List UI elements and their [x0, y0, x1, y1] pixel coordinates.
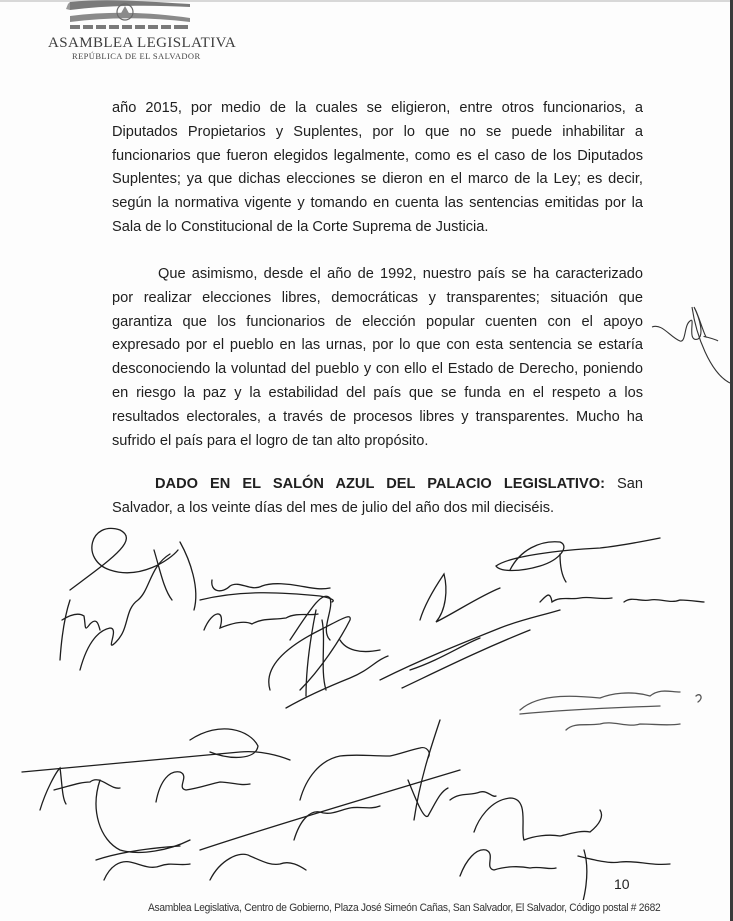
signature-santiago-flores — [60, 528, 196, 670]
signature-block — [0, 520, 733, 900]
logo-title: ASAMBLEA LEGISLATIVA — [48, 35, 237, 51]
signature-francisco-merino — [96, 780, 306, 880]
signature-guillermo-gallegos — [380, 574, 560, 688]
margin-initials-signature — [640, 285, 730, 385]
footer-address: Asamblea Legislativa, Centro de Gobierno, Plaza José Simeón Cañas, San Salvador, El Salvador, Código postal # 2682 — [148, 902, 661, 914]
closing-place-date: San Salvador, a los veinte días del mes de julio del año dos mil dieciséis. — [112, 476, 643, 516]
paragraph-since-1992: Que asimismo, desde el año de 1992, nuestro país se ha caracterizado por realizar elecciones libres, democráticas y transparentes; situación que garantiza que los funcionarios de elección popular cuenten con el apoyo expresado por el pueblo en las urnas, por lo que con esta sentencia se estaría desconociendo la voluntad del pueblo y con ello el Estado de Derecho, poniendo en riesgo la paz y la estabilidad del país que se funda en el respeto a los resultados electorales, a través de procesos libres y transparentes. Mucho ha sufrido el país para el logro de tan alto propósito. — [112, 266, 643, 449]
closing-bold: DADO EN EL SALÓN AZUL DEL PALACIO LEGISLATIVO: — [155, 476, 605, 492]
signature-almendariz — [269, 610, 388, 708]
signature-rodolfo-parker — [460, 798, 670, 900]
assembly-emblem-icon — [40, 0, 200, 36]
assembly-logo — [40, 0, 237, 64]
signature-norman-quijano — [520, 691, 701, 730]
closing-statement — [112, 473, 643, 521]
signature-gaetano — [200, 580, 333, 640]
logo-subtitle: REPÚBLICA DE EL SALVADOR — [72, 51, 201, 61]
signature-alberto-romero — [22, 729, 290, 810]
page-number: 10 — [614, 876, 630, 892]
signature-reynaldo-cardoza — [496, 538, 704, 602]
paragraph-elections-2015: año 2015, por medio de la cuales se eligieron, entre otros funcionarios, a Diputados Propietarios y Suplentes, por lo que no se puede inhabilitar a funcionarios que fueron elegidos legalmente, como es el caso de los Diputados Suplentes; ya que dichas elecciones se dieron en el marco de la Ley; es decir, según la normativa vigente y tomando en cuenta las sentencias emitidas por la Sala de lo Constitucional de la Corte Suprema de Justicia. — [112, 100, 643, 235]
